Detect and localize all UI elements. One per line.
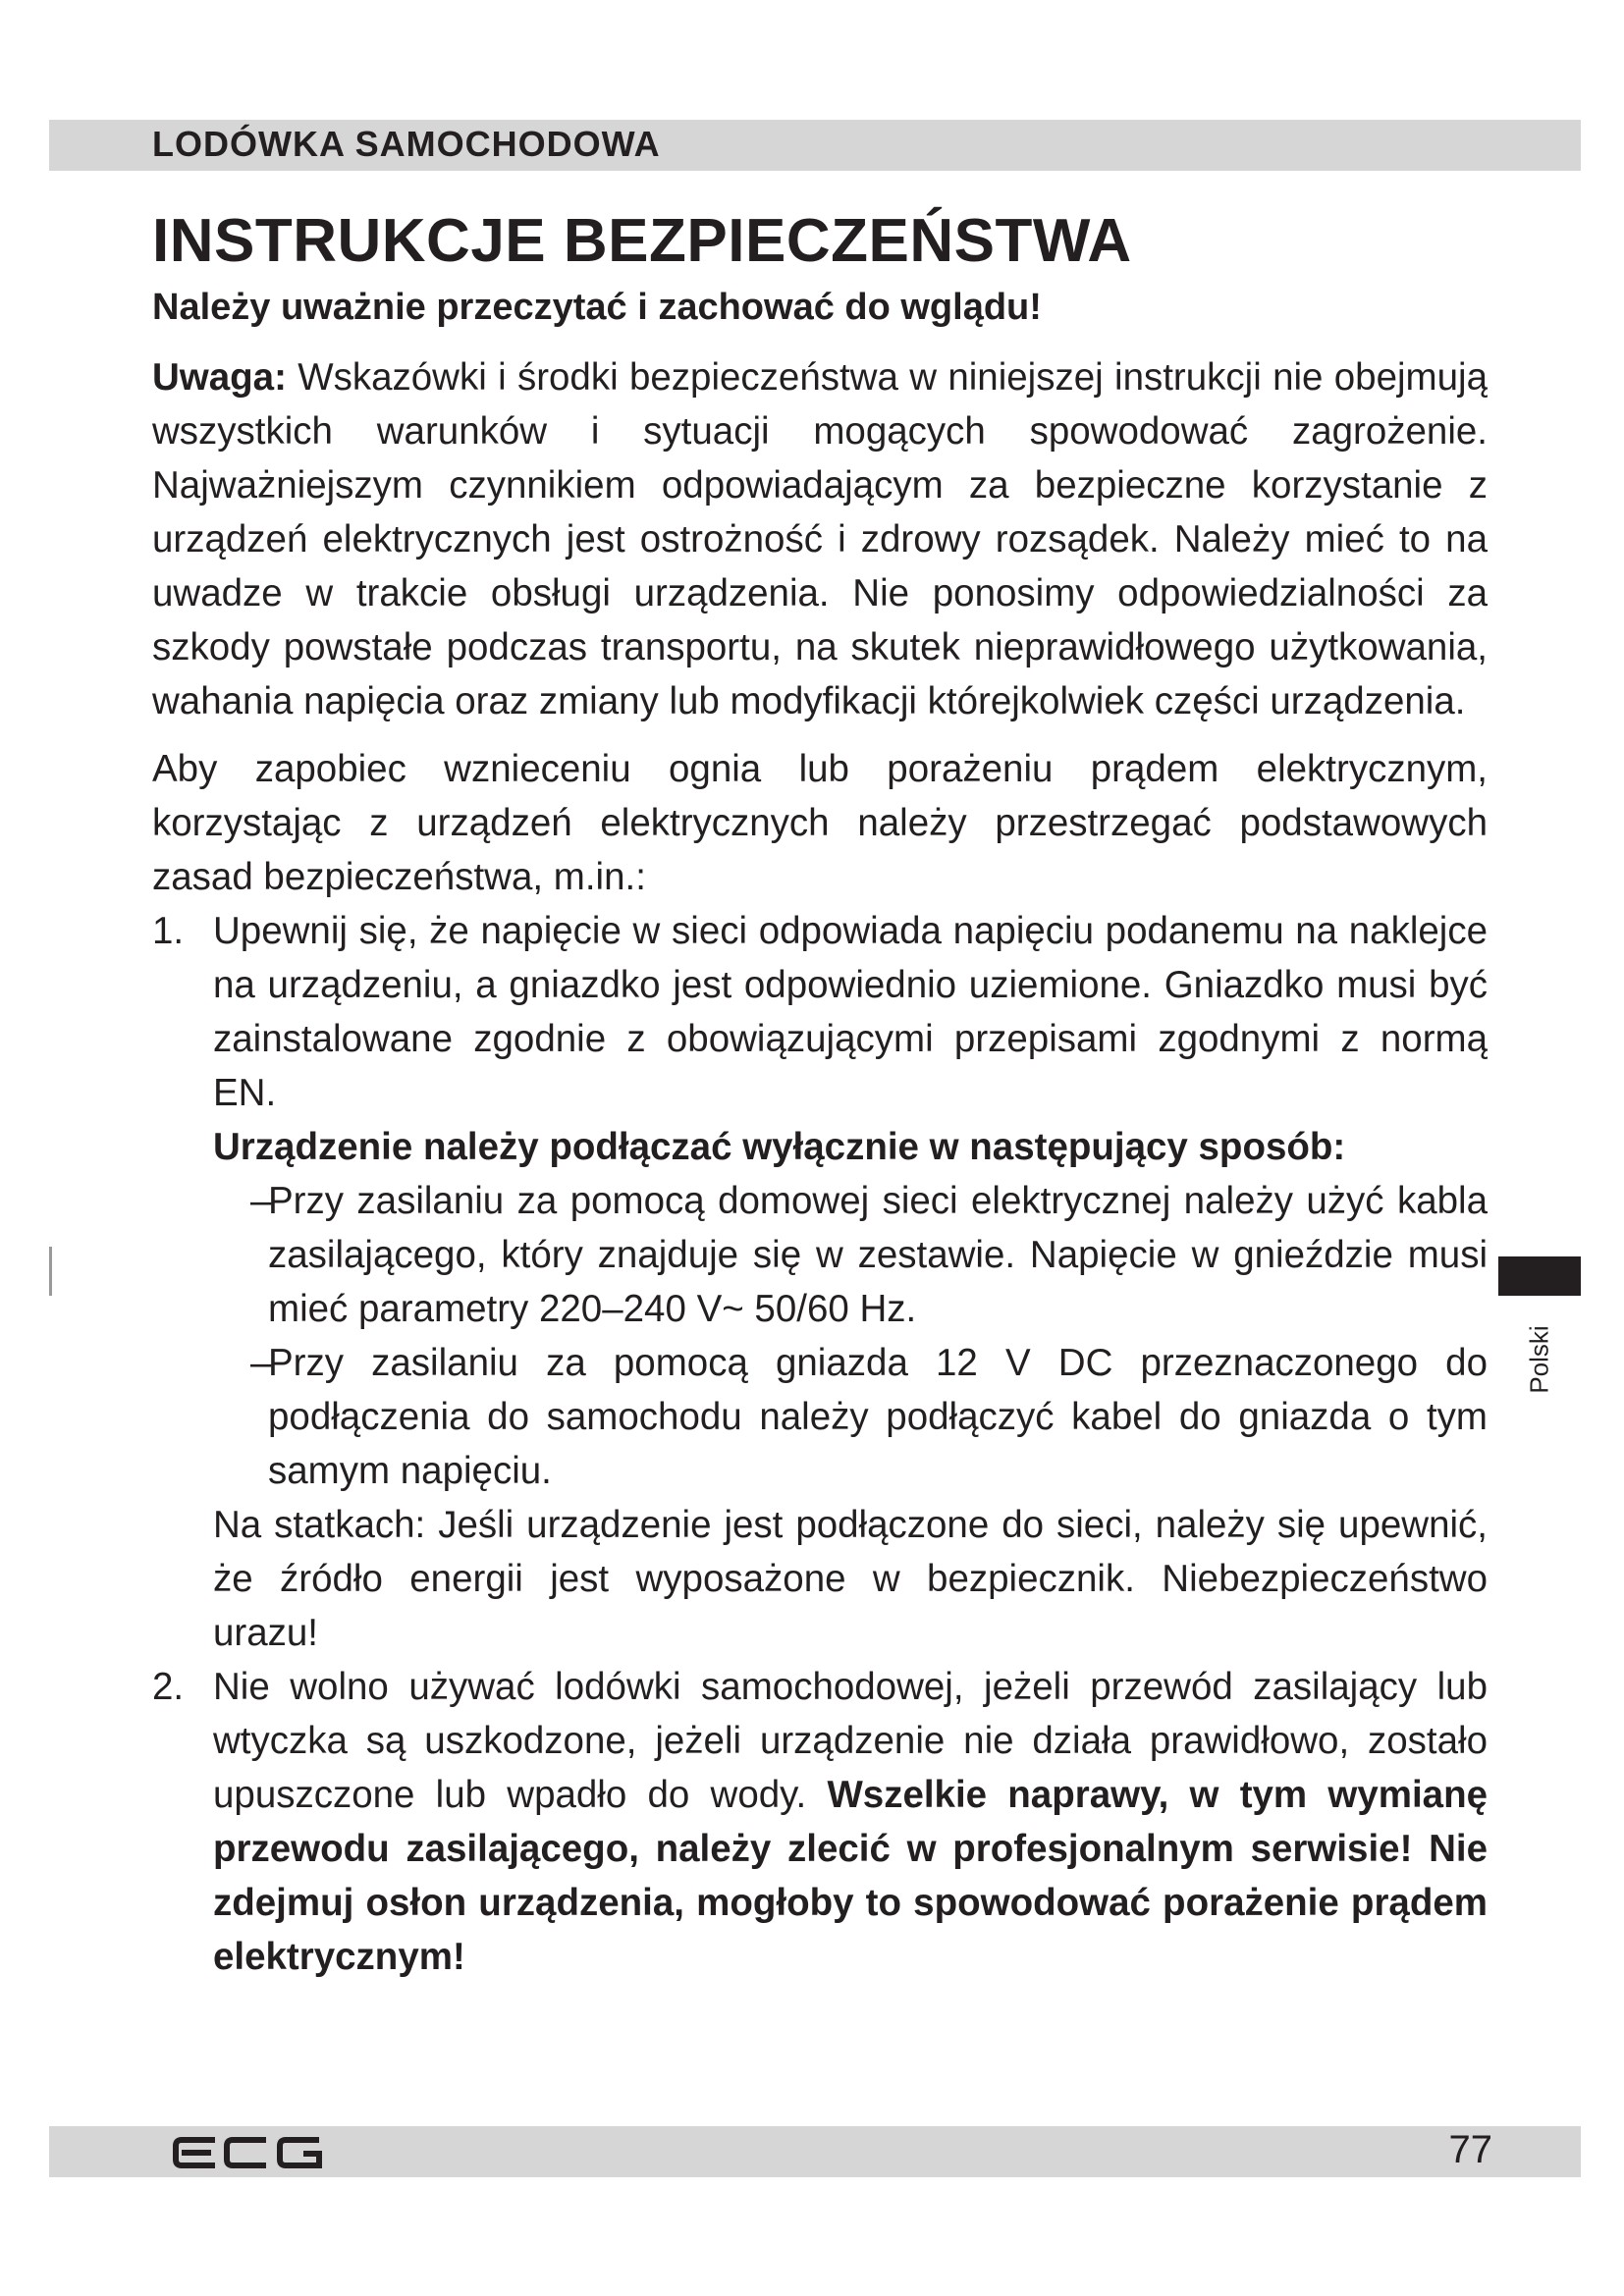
- language-tab-marker: [1498, 1256, 1581, 1296]
- list-item-text: [213, 1660, 1488, 1984]
- language-label: Polski: [1524, 1325, 1554, 1394]
- list-item-strong: Wszelkie naprawy, w tym wymianę przewodu zasilającego, należy zlecić w profesjonalnym serwisie! Nie zdejmuj osłon urządzenia, mogłoby to spowodować porażenie prądem elektrycznym!: [213, 1773, 1488, 1978]
- list-item-1: [152, 904, 1488, 1660]
- list-item-text: Upewnij się, że napięcie w sieci odpowiada napięciu podanemu na naklejce na urządzeniu, a gniazdko jest odpowiednio uziemione. Gniazdko musi być zainstalowane zgodnie z obowiązującymi przepisami zgodnymi z normą EN.: [213, 909, 1488, 1114]
- page-number: 77: [1448, 2128, 1492, 2171]
- list-item-text-regular: Nie wolno używać lodówki samochodowej, jeżeli przewód zasilający lub wtyczka są uszkodzone, jeżeli urządzenie nie działa prawidłowo, zostało upuszczone lub wpadło do wody.: [213, 1665, 1488, 1816]
- intro-paragraph: Aby zapobiec wznieceniu ognia lub porażeniu prądem elektrycznym, korzystając z urządzeń elektrycznych należy przestrzegać podstawowych zasad bezpieczeństwa, m.in.:: [152, 747, 1488, 898]
- page-subtitle: Należy uważnie przeczytać i zachować do wglądu!: [152, 287, 1042, 329]
- sub-item-1: [213, 1174, 1488, 1336]
- sub-item-text: Przy zasilaniu za pomocą domowej sieci elektrycznej należy użyć kabla zasilającego, który znajduje się w zestawie. Napięcie w gnieździe musi mieć parametry 220–240 V~ 50/60 Hz.: [268, 1179, 1488, 1330]
- list-number: 1.: [152, 909, 185, 952]
- sub-item-dash: –: [250, 1341, 272, 1384]
- list-number: 2.: [152, 1665, 185, 1708]
- list-item-strong: Urządzenie należy podłączać wyłącznie w następujący sposób:: [213, 1125, 1346, 1168]
- language-tab-label: [1512, 1315, 1567, 1404]
- sub-item-text: Przy zasilaniu za pomocą gniazda 12 V DC przeznaczonego do podłączenia do samochodu należy podłączyć kabel do gniazda o tym samym napięciu.: [268, 1341, 1488, 1492]
- ecg-logo: [172, 2136, 329, 2174]
- header-title: LODÓWKA SAMOCHODOWA: [152, 124, 661, 164]
- sub-item-2: [213, 1336, 1488, 1498]
- warning-label: Uwaga:: [152, 355, 287, 399]
- sub-item-dash: –: [250, 1179, 272, 1222]
- list-item-note: Na statkach: Jeśli urządzenie jest podłączone do sieci, należy się upewnić, że źródło energii jest wyposażone w bezpiecznik. Niebezpieczeństwo urazu!: [213, 1503, 1488, 1654]
- list-item-2: [152, 1660, 1488, 1984]
- page-title: INSTRUKCJE BEZPIECZEŃSTWA: [152, 207, 1132, 275]
- warning-paragraph: [152, 350, 1488, 728]
- warning-text: Wskazówki i środki bezpieczeństwa w niniejszej instrukcji nie obejmują wszystkich warunków i sytuacji mogących spowodować zagrożenie. Najważniejszym czynnikiem odpowiadającym za bezpieczne korzystanie z urządzeń elektrycznych jest ostrożność i zdrowy rozsądek. Należy mieć to na uwadze w trakcie obsługi urządzenia. Nie ponosimy odpowiedzialności za szkody powstałe podczas transportu, na skutek nieprawidłowego użytkowania, wahania napięcia oraz zmiany lub modyfikacji którejkolwiek części urządzenia.: [152, 355, 1489, 722]
- main-content: [152, 206, 1488, 1984]
- margin-mark: [49, 1247, 52, 1296]
